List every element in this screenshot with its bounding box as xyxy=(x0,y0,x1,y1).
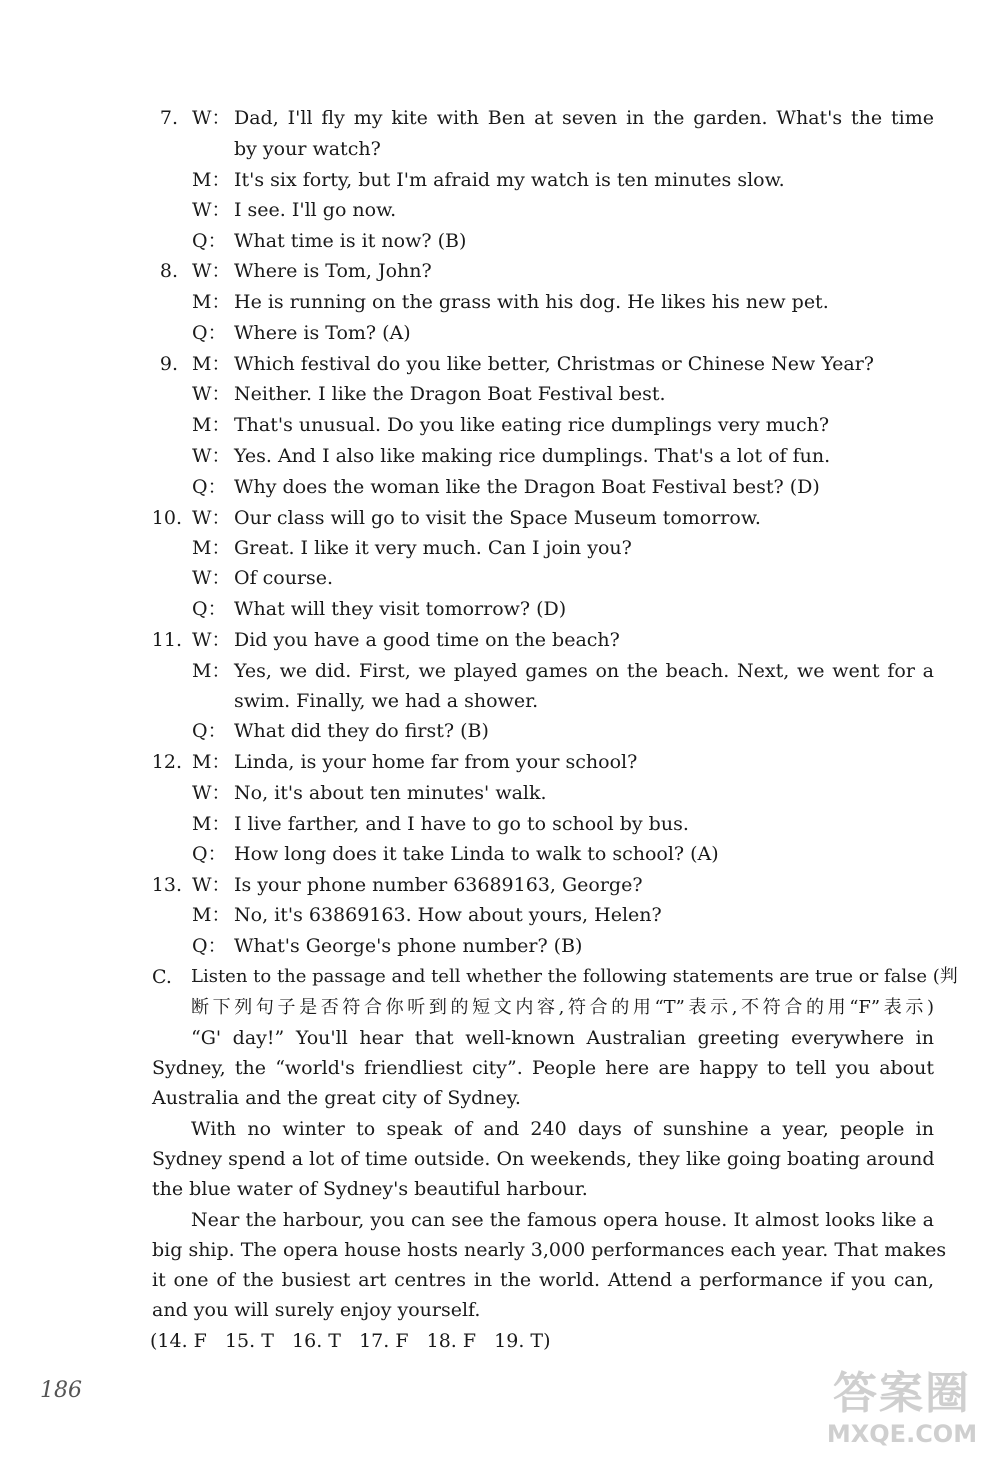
item-number: 11. xyxy=(151,629,182,651)
dialog-7-line-1 xyxy=(0,103,1000,133)
passage-text: the blue water of Sydney's beautiful harbour. xyxy=(152,1178,588,1200)
speaker: W： xyxy=(192,782,231,804)
speaker: W： xyxy=(192,874,231,896)
speaker: M： xyxy=(192,660,231,682)
dialog-text: Is your phone number 63689163, George? xyxy=(234,874,643,896)
dialog-text: He is running on the grass with his dog. He likes his new pet. xyxy=(234,291,829,313)
dialog-text: Linda, is your home far from your school? xyxy=(234,751,638,773)
dialog-text: Did you have a good time on the beach? xyxy=(234,629,620,651)
speaker: M： xyxy=(192,414,231,436)
passage-text: big ship. The opera house hosts nearly 3,000 performances each year. That makes xyxy=(152,1239,947,1261)
passage-line xyxy=(0,1114,1000,1144)
dialog-11-line-2 xyxy=(0,656,1000,686)
question-text: What will they visit tomorrow? (D) xyxy=(234,598,567,620)
question-text: How long does it take Linda to walk to school? (A) xyxy=(234,843,719,865)
dialog-text: No, it's 63869163. How about yours, Helen? xyxy=(234,904,662,926)
passage-line xyxy=(0,1053,1000,1083)
watermark-logo xyxy=(822,1368,982,1458)
speaker: Q： xyxy=(192,322,227,344)
item-number: 12. xyxy=(151,751,182,773)
speaker: W： xyxy=(192,199,231,221)
speaker: M： xyxy=(192,291,231,313)
speaker: Q： xyxy=(192,598,227,620)
passage-line xyxy=(0,1205,1000,1235)
dialog-text: Which festival do you like better, Christmas or Chinese New Year? xyxy=(234,353,874,375)
speaker: W： xyxy=(192,507,231,529)
passage-text: Near the harbour, you can see the famous opera house. It almost looks like a xyxy=(191,1209,934,1231)
section-c-instruction-line-2 xyxy=(0,993,1000,1023)
passage-text: and you will surely enjoy yourself. xyxy=(152,1299,481,1321)
dialog-text: Our class will go to visit the Space Museum tomorrow. xyxy=(234,507,761,529)
answer-key: (14. F 15. T 16. T 17. F 18. F 19. T) xyxy=(150,1330,551,1352)
item-number: 7. xyxy=(159,107,178,129)
speaker: M： xyxy=(192,813,231,835)
section-c-instruction-line-1 xyxy=(0,962,1000,992)
speaker: W： xyxy=(192,383,231,405)
passage-line xyxy=(0,1265,1000,1295)
speaker: M： xyxy=(192,537,231,559)
dialog-text: Neither. I like the Dragon Boat Festival best. xyxy=(234,383,666,405)
speaker: W： xyxy=(192,260,231,282)
dialog-text: by your watch? xyxy=(234,138,381,160)
dialog-text: Yes. And I also like making rice dumplings. That's a lot of fun. xyxy=(234,445,831,467)
dialog-text: Dad, I'll fly my kite with Ben at seven in the garden. What's the time xyxy=(234,107,934,129)
item-number: 10. xyxy=(151,507,182,529)
dialog-text: I live farther, and I have to go to school by bus. xyxy=(234,813,689,835)
dialog-text: I see. I'll go now. xyxy=(234,199,397,221)
speaker: Q： xyxy=(192,230,227,252)
item-number: 9. xyxy=(159,353,178,375)
speaker: W： xyxy=(192,629,231,651)
question-text: What's George's phone number? (B) xyxy=(234,935,583,957)
passage-line xyxy=(0,1235,1000,1265)
page-number: 186 xyxy=(40,1378,82,1403)
dialog-text: Yes, we did. First, we played games on the beach. Next, we went for a xyxy=(234,660,934,682)
dialog-text: It's six forty, but I'm afraid my watch is ten minutes slow. xyxy=(234,169,785,191)
speaker: Q： xyxy=(192,935,227,957)
question-text: Why does the woman like the Dragon Boat Festival best? (D) xyxy=(234,476,820,498)
passage-line xyxy=(0,1144,1000,1174)
section-label: C. xyxy=(152,966,172,988)
passage-text: Sydney, the “world's friendliest city”. People here are happy to tell you about xyxy=(152,1057,934,1079)
dialog-text: No, it's about ten minutes' walk. xyxy=(234,782,547,804)
speaker: W： xyxy=(192,567,231,589)
section-instruction: Listen to the passage and tell whether the following statements are true or false (判 xyxy=(191,966,958,987)
speaker: Q： xyxy=(192,720,227,742)
question-text: What did they do first? (B) xyxy=(234,720,489,742)
speaker: M： xyxy=(192,169,231,191)
question-text: Where is Tom? (A) xyxy=(234,322,411,344)
speaker: M： xyxy=(192,904,231,926)
speaker: W： xyxy=(192,107,231,129)
speaker: W： xyxy=(192,445,231,467)
speaker: M： xyxy=(192,751,231,773)
dialog-text: swim. Finally, we had a shower. xyxy=(234,690,539,712)
speaker: M： xyxy=(192,353,231,375)
passage-text: it one of the busiest art centres in the world. Attend a performance if you can, xyxy=(152,1269,934,1291)
question-text: What time is it now? (B) xyxy=(234,230,467,252)
watermark-bottom: MXQE.COM xyxy=(826,1420,978,1448)
dialog-text: Of course. xyxy=(234,567,334,589)
item-number: 13. xyxy=(151,874,182,896)
passage-text: Australia and the great city of Sydney. xyxy=(152,1087,521,1109)
passage-text: With no winter to speak of and 240 days of sunshine a year, people in xyxy=(191,1118,934,1140)
item-number: 8. xyxy=(159,260,178,282)
watermark-top: 答案圈 xyxy=(833,1368,971,1419)
dialog-text: Great. I like it very much. Can I join you? xyxy=(234,537,632,559)
passage-line xyxy=(0,1023,1000,1053)
dialog-text: That's unusual. Do you like eating rice dumplings very much? xyxy=(234,414,830,436)
dialog-text: Where is Tom, John? xyxy=(234,260,432,282)
speaker: Q： xyxy=(192,843,227,865)
speaker: Q： xyxy=(192,476,227,498)
section-instruction-cn: 断下列句子是否符合你听到的短文内容,符合的用“T”表示,不符合的用“F”表示) xyxy=(191,997,934,1018)
passage-text: Sydney spend a lot of time outside. On weekends, they like going boating around xyxy=(152,1148,935,1170)
passage-text: “G' day!” You'll hear that well-known Australian greeting everywhere in xyxy=(191,1027,934,1049)
